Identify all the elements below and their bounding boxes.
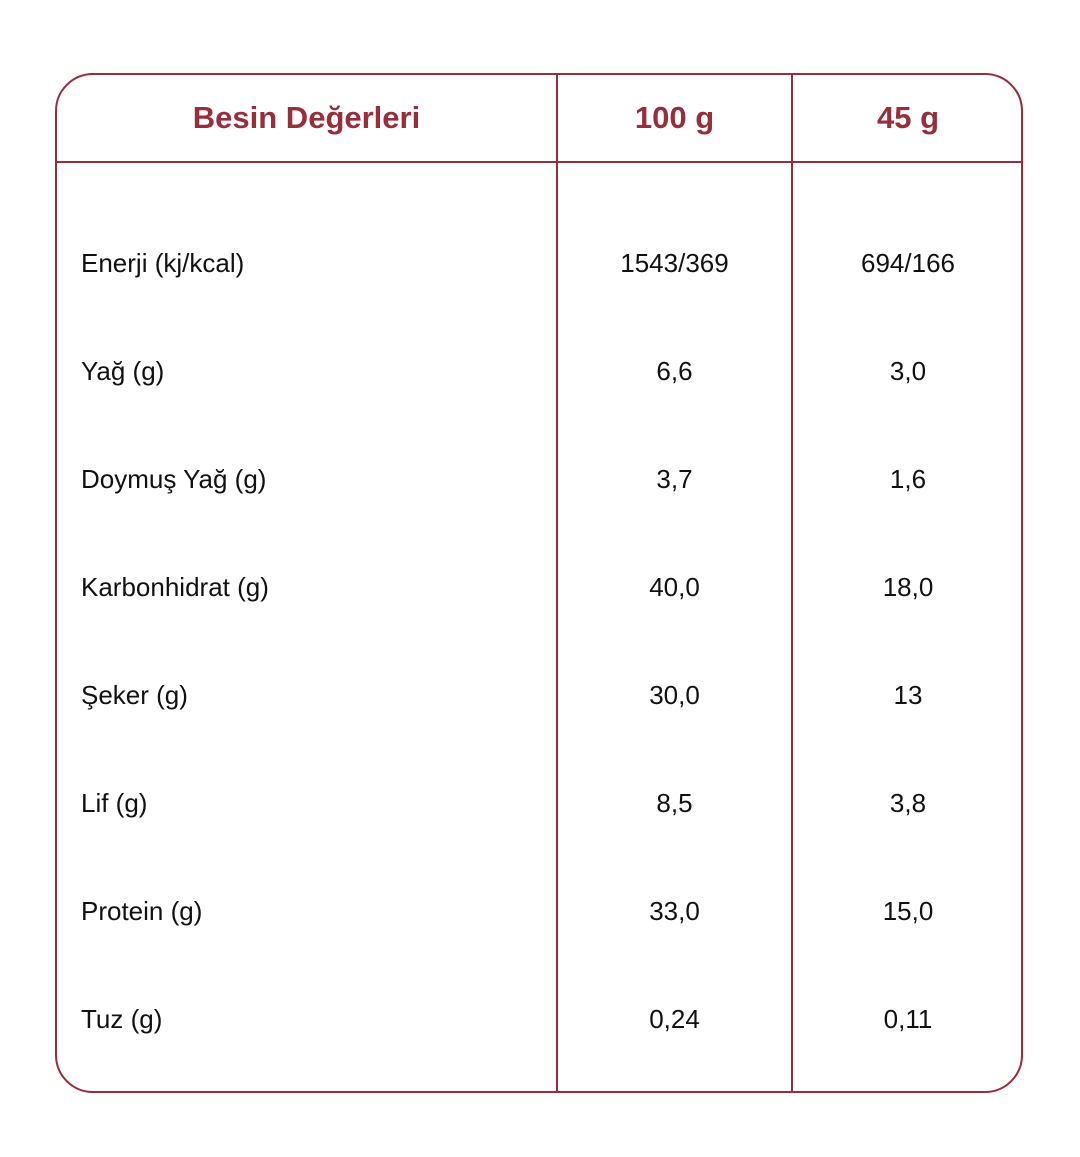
row-label: Lif (g) (81, 788, 148, 818)
table-body (57, 209, 1021, 1073)
row-value-45g: 13 (893, 680, 923, 710)
row-label: Yağ (g) (81, 356, 165, 386)
row-value-45g: 1,6 (889, 464, 927, 494)
table-row (57, 641, 1021, 749)
header-nutrient: Besin Değerleri (192, 100, 421, 135)
row-value-45g: 3,0 (889, 356, 927, 386)
row-value-45g: 15,0 (882, 896, 934, 926)
table-row (57, 533, 1021, 641)
row-value-45g: 0,11 (883, 1004, 933, 1034)
header-per-45g: 45 g (876, 100, 940, 135)
table-row (57, 749, 1021, 857)
row-value-100g: 8,5 (656, 788, 693, 818)
row-value-100g: 6,6 (656, 356, 693, 386)
header-per-100g: 100 g (634, 100, 715, 135)
table-row (57, 965, 1021, 1073)
table-row (57, 209, 1021, 317)
row-value-100g: 33,0 (649, 896, 700, 926)
row-value-100g: 1543/369 (620, 248, 729, 278)
row-value-100g: 40,0 (649, 572, 700, 602)
nutrition-table (55, 73, 1023, 1093)
row-label: Karbonhidrat (g) (81, 572, 269, 602)
table-row (57, 317, 1021, 425)
row-value-100g: 3,7 (656, 464, 693, 494)
row-value-45g: 694/166 (861, 248, 955, 278)
row-label: Protein (g) (81, 896, 203, 926)
table-header (57, 75, 1021, 161)
row-label: Tuz (g) (81, 1004, 163, 1034)
table-row (57, 425, 1021, 533)
row-value-45g: 3,8 (889, 788, 927, 818)
row-label: Doymuş Yağ (g) (81, 464, 267, 494)
row-value-100g: 30,0 (649, 680, 700, 710)
row-value-100g: 0,24 (649, 1004, 700, 1034)
row-value-45g: 18,0 (882, 572, 934, 602)
header-divider (57, 161, 1021, 163)
table-row (57, 857, 1021, 965)
row-label: Enerji (kj/kcal) (81, 248, 245, 278)
row-label: Şeker (g) (81, 680, 188, 710)
